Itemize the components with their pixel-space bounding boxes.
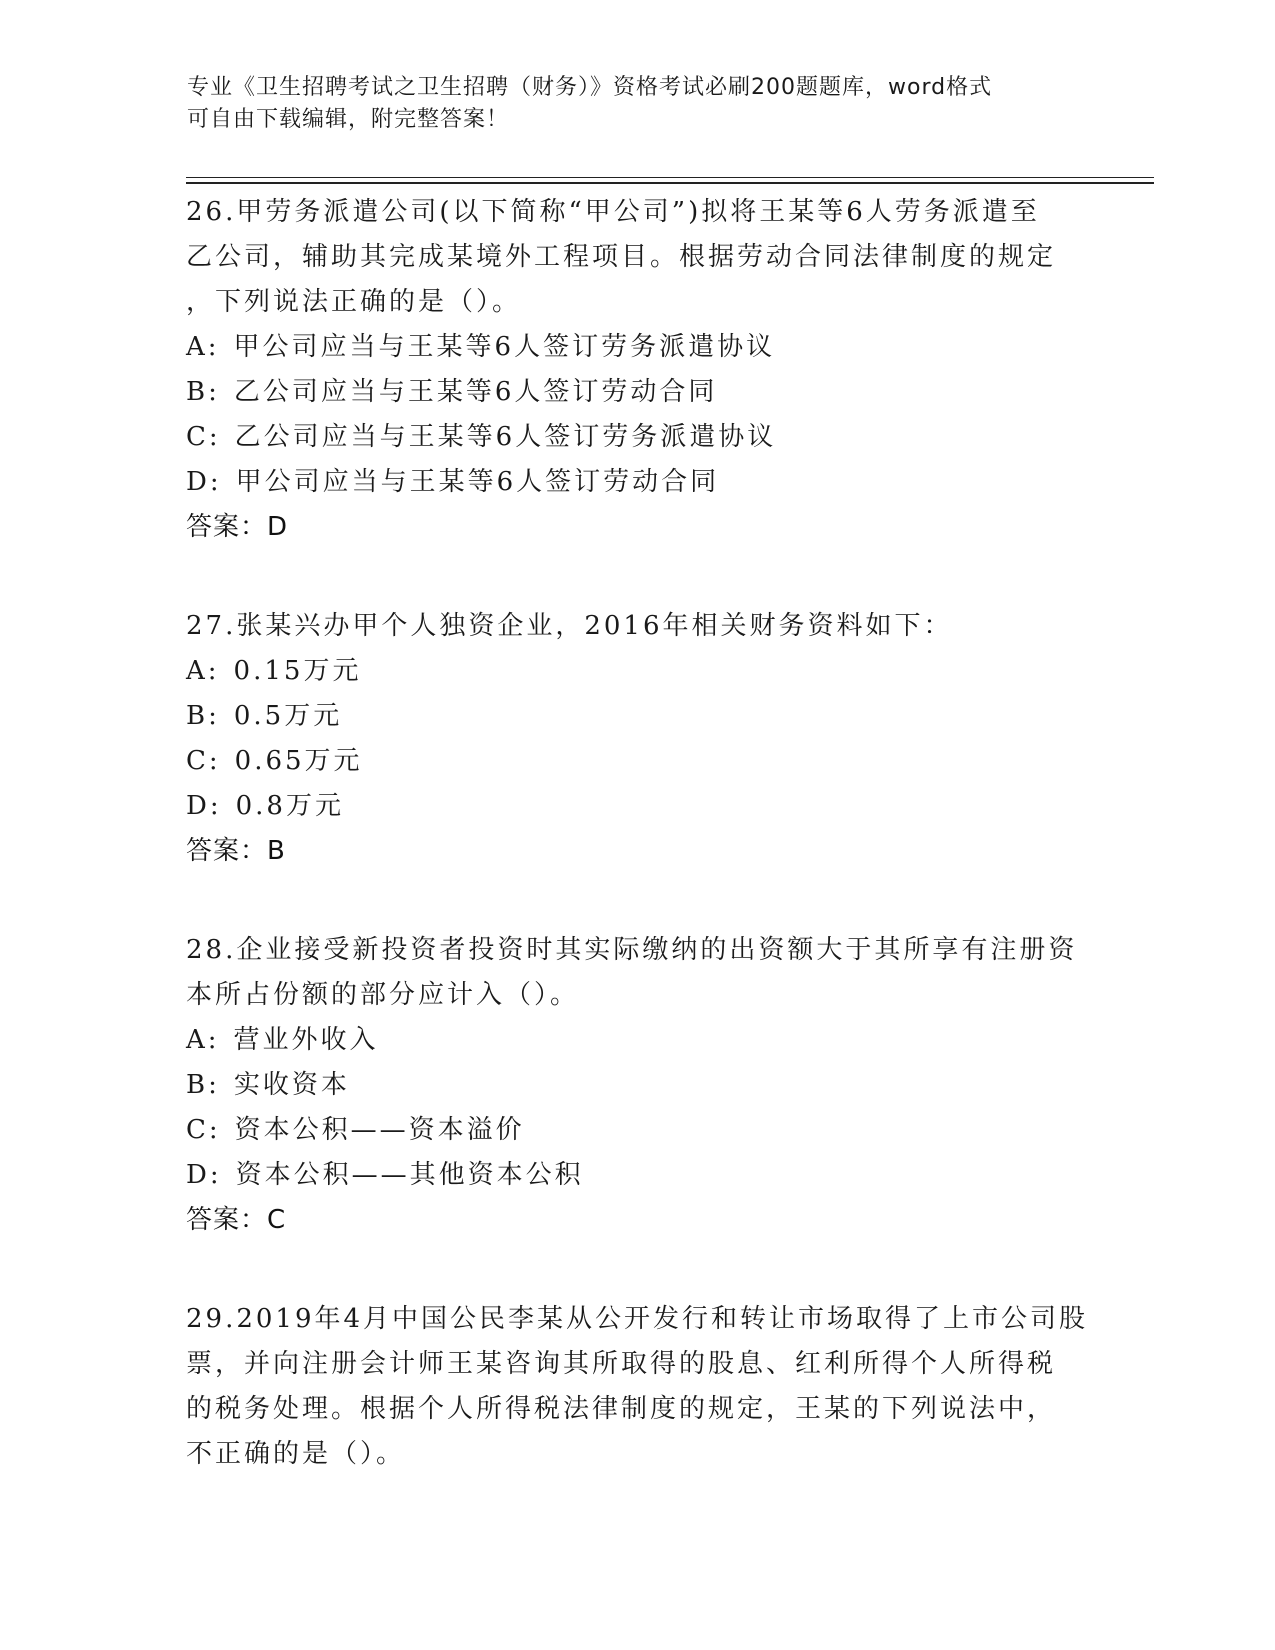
header-divider-thin	[186, 177, 1154, 178]
question-28	[186, 928, 1086, 1243]
option-d	[186, 460, 1086, 505]
question-stem-line: 不正确的是（）。	[186, 1439, 406, 1469]
question-stem-line: 28.企业接受新投资者投资时其实际缴纳的出资额大于其所享有注册资	[186, 935, 1078, 965]
answer-label: 答案：C	[186, 1205, 287, 1235]
option-text: 实收资本	[233, 1070, 350, 1100]
option-text: 0.8万元	[235, 791, 344, 821]
option-key: D:	[186, 1160, 222, 1190]
option-text: 资本公积——其他资本公积	[235, 1160, 584, 1190]
question-stem-line: 本所占份额的部分应计入（）。	[186, 980, 580, 1010]
option-text: 乙公司应当与王某等6人签订劳务派遣协议	[234, 422, 777, 452]
option-key: D:	[186, 467, 222, 497]
option-d	[186, 784, 1086, 829]
option-key: C:	[186, 1115, 221, 1145]
option-key: B:	[186, 377, 220, 407]
option-b	[186, 1063, 1086, 1108]
option-text: 甲公司应当与王某等6人签订劳务派遣协议	[233, 332, 776, 362]
question-stem-line: ，下列说法正确的是（）。	[186, 287, 522, 317]
option-text: 资本公积——资本溢价	[234, 1115, 525, 1145]
question-26	[186, 190, 1086, 550]
option-key: A:	[186, 656, 220, 686]
option-text: 乙公司应当与王某等6人签订劳动合同	[233, 377, 718, 407]
option-text: 甲公司应当与王某等6人签订劳动合同	[235, 467, 720, 497]
option-a	[186, 649, 1086, 694]
question-27	[186, 604, 1086, 874]
option-c	[186, 415, 1086, 460]
option-key: D:	[186, 791, 222, 821]
option-a	[186, 1018, 1086, 1063]
option-key: A:	[186, 332, 220, 362]
question-list	[186, 190, 1089, 1531]
option-c	[186, 1108, 1086, 1153]
answer-label: 答案：B	[186, 836, 286, 866]
option-key: B:	[186, 1070, 220, 1100]
option-text: 营业外收入	[233, 1025, 379, 1055]
question-stem-line: 的税务处理。根据个人所得税法律制度的规定，王某的下列说法中，	[186, 1394, 1057, 1424]
question-stem-line: 26.甲劳务派遣公司(以下简称“甲公司”)拟将王某等6人劳务派遣至	[186, 197, 1040, 227]
option-text: 0.5万元	[233, 701, 343, 731]
document-header	[187, 72, 1087, 136]
option-b	[186, 370, 1086, 415]
option-key: A:	[186, 1025, 220, 1055]
option-a	[186, 325, 1086, 370]
option-text: 0.15万元	[233, 656, 362, 686]
option-key: C:	[186, 746, 221, 776]
option-b	[186, 694, 1086, 739]
option-d	[186, 1153, 1086, 1198]
question-stem-line: 27.张某兴办甲个人独资企业，2016年相关财务资料如下：	[186, 611, 953, 641]
option-text: 0.65万元	[234, 746, 363, 776]
question-29	[186, 1297, 1089, 1477]
answer-label: 答案：D	[186, 512, 289, 542]
option-c	[186, 739, 1086, 784]
question-stem-line: 票，并向注册会计师王某咨询其所取得的股息、红利所得个人所得税	[186, 1349, 1057, 1379]
option-key: C:	[186, 422, 221, 452]
question-stem-line: 29.2019年4月中国公民李某从公开发行和转让市场取得了上市公司股	[186, 1304, 1089, 1334]
question-stem-line: 乙公司，辅助其完成某境外工程项目。根据劳动合同法律制度的规定	[186, 242, 1057, 272]
header-divider-thick	[186, 182, 1154, 184]
option-key: B:	[186, 701, 220, 731]
header-line-2: 可自由下载编辑，附完整答案！	[187, 107, 510, 132]
header-line-1: 专业《卫生招聘考试之卫生招聘（财务）》资格考试必刷200题题库，word格式	[187, 75, 993, 100]
